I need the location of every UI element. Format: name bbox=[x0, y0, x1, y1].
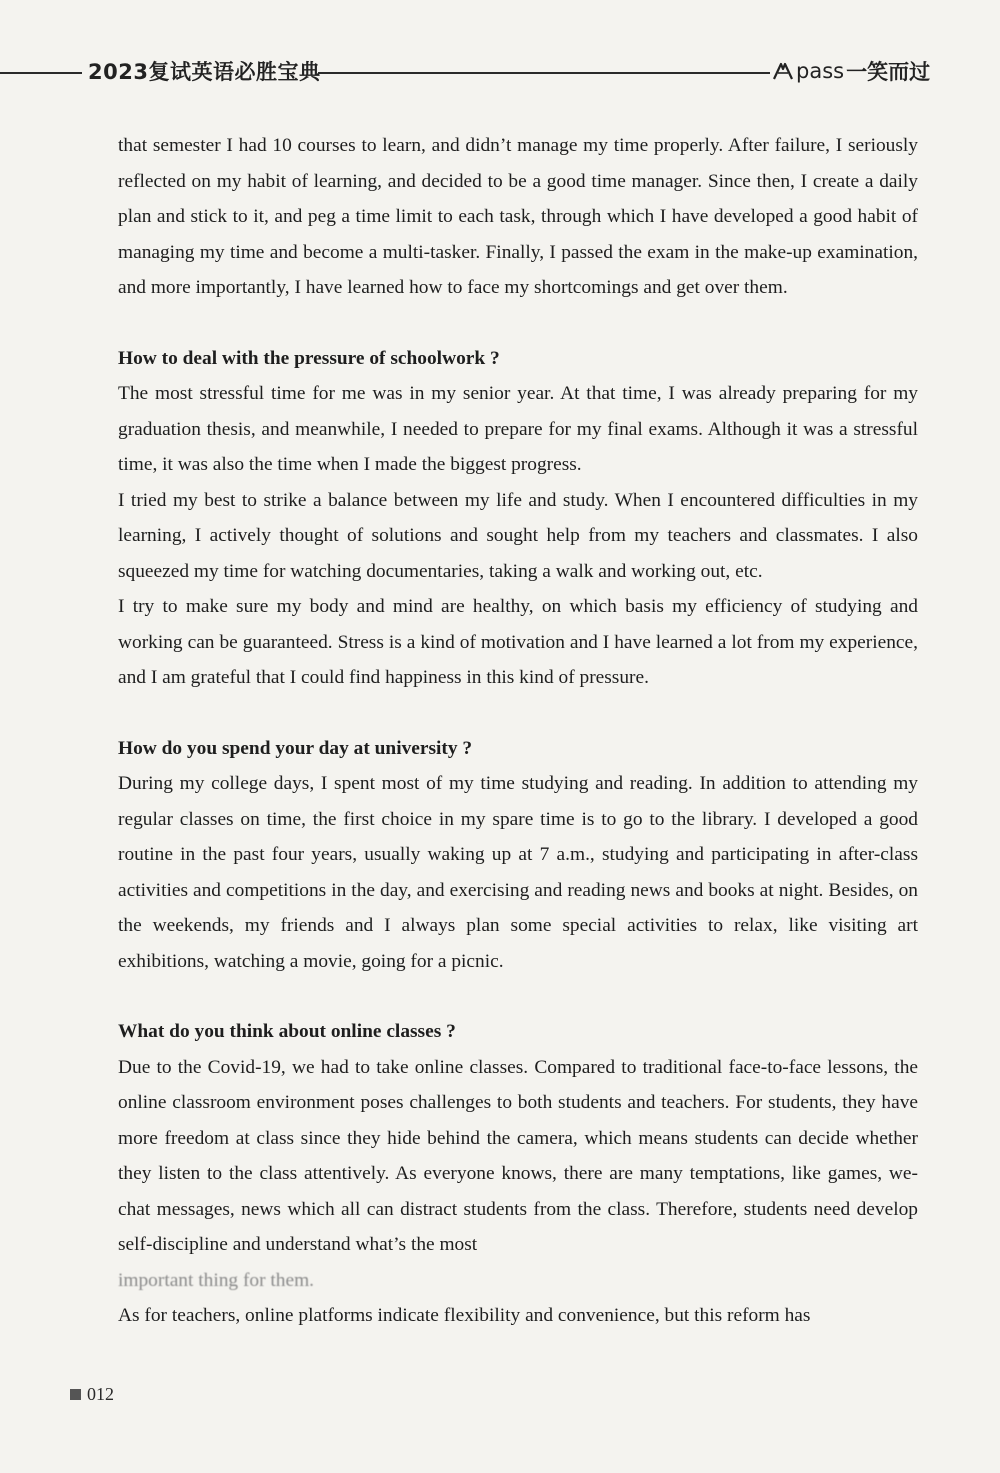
page-footer bbox=[70, 1384, 114, 1405]
section-question: How to deal with the pressure of schoolwork ? bbox=[118, 347, 500, 369]
header-rule-middle bbox=[318, 72, 770, 74]
page-marker-icon bbox=[70, 1389, 81, 1400]
brand-logo bbox=[772, 56, 930, 86]
section-university-day bbox=[118, 731, 918, 980]
section-pressure bbox=[118, 341, 918, 696]
section-paragraph: Due to the Covid-19, we had to take online classes. Compared to traditional face-to-face lessons, the online classroom environment poses challenges to both students and teachers. For students, they have more freedom at class since they hide behind the camera, which means students can decide whether they listen to the class attentively. As everyone knows, there are many temptations, like games, we-chat messages, news which all can distract students from the class. Therefore, students need develop self-discipline and understand what’s the most bbox=[118, 1056, 918, 1255]
header-rule-left bbox=[0, 72, 82, 74]
section-question: How do you spend your day at university ? bbox=[118, 737, 473, 759]
intro-paragraph: that semester I had 10 courses to learn, and didn’t manage my time properly. After failure, I seriously reflected on my habit of learning, and decided to be a good time manager. Since then, I create a daily plan and stick to it, and peg a time limit to each task, through which I have developed a good habit of managing my time and become a multi-tasker. Finally, I passed the exam in the make-up examination, and more importantly, I have learned how to face my shortcomings and get over them. bbox=[118, 135, 918, 298]
page-header bbox=[0, 52, 1000, 96]
brand-star-icon bbox=[772, 61, 794, 81]
section-paragraph: As for teachers, online platforms indicate flexibility and convenience, but this reform has bbox=[118, 1305, 811, 1326]
section-paragraph: I try to make sure my body and mind are healthy, on which basis my efficiency of studying and working can be guaranteed. Stress is a kind of motivation and I have learned a lot from my experience, and I am grateful that I could find happiness in this kind of pressure. bbox=[118, 596, 918, 688]
brand-slogan: 一笑而过 bbox=[846, 60, 931, 84]
faded-line: important thing for them. bbox=[118, 1269, 315, 1291]
page-content bbox=[118, 128, 918, 1334]
page-number: 012 bbox=[87, 1384, 114, 1404]
book-title: 2023复试英语必胜宝典 bbox=[88, 60, 321, 84]
brand-name: pass bbox=[796, 59, 845, 83]
section-paragraph: The most stressful time for me was in my senior year. At that time, I was already preparing for my graduation thesis, and meanwhile, I needed to prepare for my final exams. Although it was a stressful time, it was also the time when I made the biggest progress. bbox=[118, 383, 918, 475]
section-online-classes bbox=[118, 1014, 918, 1334]
section-paragraph: I tried my best to strike a balance between my life and study. When I encountered difficulties in my learning, I actively thought of solutions and sought help from my teachers and classmates. I also squeezed my time for watching documentaries, taking a walk and working out, etc. bbox=[118, 489, 918, 582]
section-paragraph: During my college days, I spent most of my time studying and reading. In addition to attending my regular classes on time, the first choice in my spare time is to go to the library. I developed a good routine in the past four years, usually waking up at 7 a.m., studying and participating in after-class activities and competitions in the day, and exercising and reading news and books at night. Besides, on the weekends, my friends and I always plan some special activities to relax, like visiting art exhibitions, watching a movie, going for a picnic. bbox=[118, 773, 918, 972]
section-question: What do you think about online classes ? bbox=[118, 1021, 456, 1042]
